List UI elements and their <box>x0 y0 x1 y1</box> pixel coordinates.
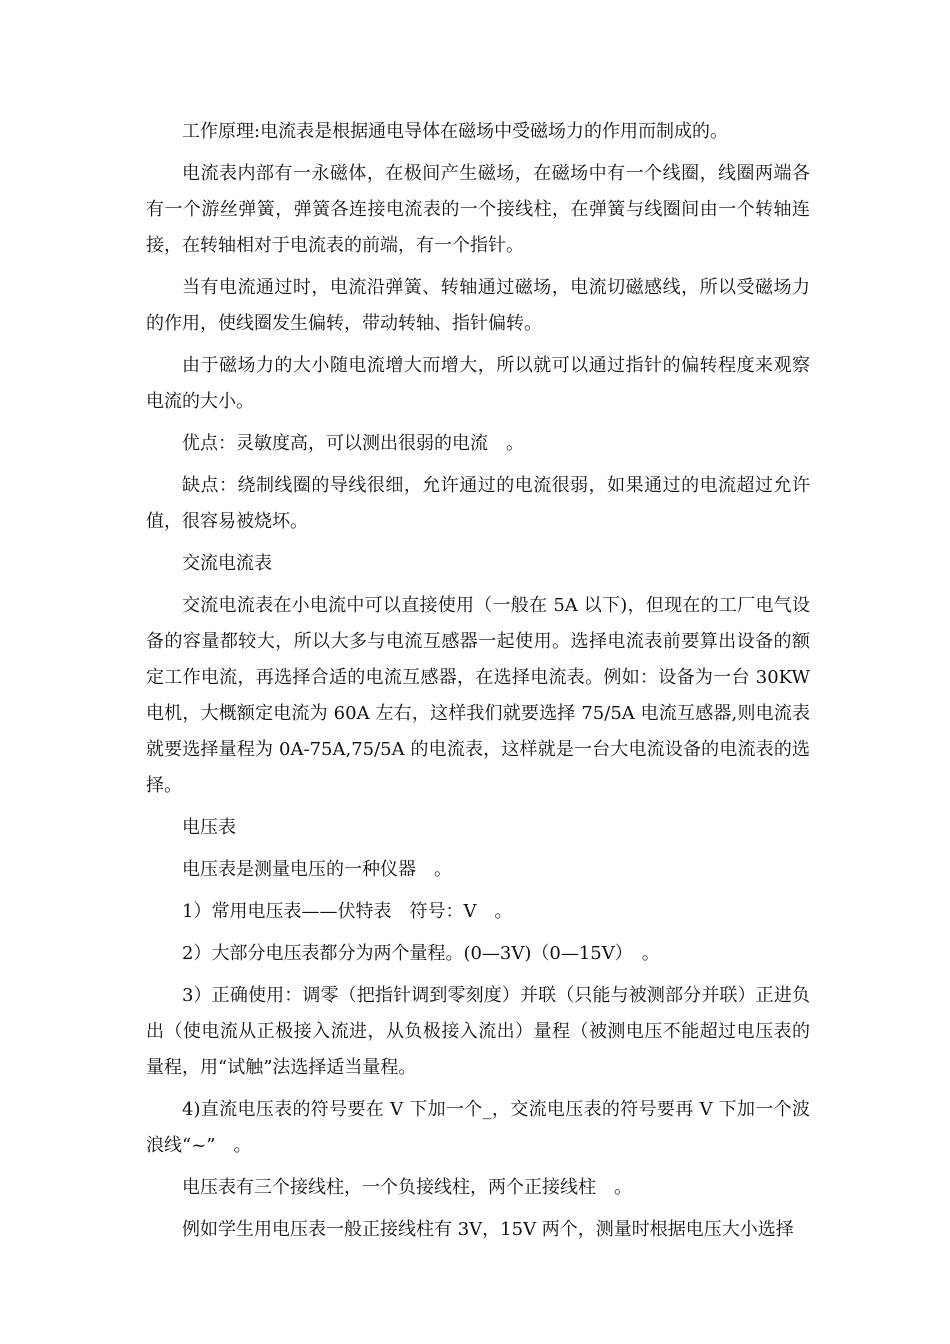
paragraph-ac-ammeter: 交流电流表在小电流中可以直接使用（一般在 5A 以下)，但现在的工厂电气设备的容量都较大，所以大多与电流互感器一起使用。选择电流表前要算出设备的额定工作电流，再选择合适的电流互感器，在选择电流表。例如：设备为一台 30KW 电机，大概额定电流为 60A 左右，这样我们就要选择 75/5A 电流互感器,则电流表就要选择量程为 0A-75A,75/5A 的电流表，这样就是一台大电流设备的电流表的选择。 <box>146 595 810 796</box>
paragraph-ammeter-structure: 电流表内部有一永磁体，在极间产生磁场，在磁场中有一个线圈，线圈两端各有一个游丝弹簧，弹簧各连接电流表的一个接线柱，在弹簧与线圈间由一个转轴连接，在转轴相对于电流表的前端，有一个指针。 <box>146 163 810 256</box>
paragraph-deflection: 由于磁场力的大小随电流增大而增大，所以就可以通过指针的偏转程度来观察电流的大小。 <box>146 355 810 412</box>
paragraph-current-flow: 当有电流通过时，电流沿弹簧、转轴通过磁场，电流切磁感线，所以受磁场力的作用，使线圈发生偏转，带动转轴、指针偏转。 <box>146 277 810 334</box>
list-item-4: 4)直流电压表的符号要在 V 下加一个_，交流电压表的符号要再 V 下加一个波浪线“~” 。 <box>146 1099 810 1156</box>
list-item-3: 3）正确使用：调零（把指针调到零刻度）并联（只能与被测部分并联）正进负出（使电流从正极接入流进，从负极接入流出）量程（被测电压不能超过电压表的量程，用“试触”法选择适当量程。 <box>146 985 810 1078</box>
document-body <box>146 114 810 1254</box>
paragraph-terminals: 电压表有三个接线柱，一个负接线柱，两个正接线柱 。 <box>182 1177 632 1198</box>
paragraph-voltmeter-definition: 电压表是测量电压的一种仪器 。 <box>182 859 452 880</box>
paragraph-working-principle: 工作原理:电流表是根据通电导体在磁场中受磁场力的作用而制成的。 <box>182 121 729 142</box>
heading-ac-ammeter: 交流电流表 <box>182 553 272 574</box>
paragraph-disadvantages: 缺点：绕制线圈的导线很细，允许通过的电流很弱，如果通过的电流超过允许值，很容易被烧坏。 <box>146 475 810 532</box>
paragraph-student-voltmeter: 例如学生用电压表一般正接线柱有 3V，15V 两个，测量时根据电压大小选择 <box>182 1219 794 1240</box>
list-item-2: 2）大部分电压表都分为两个量程。(0—3V)（0—15V） 。 <box>182 943 660 964</box>
list-item-1: 1）常用电压表——伏特表 符号：V 。 <box>182 901 513 922</box>
heading-voltmeter: 电压表 <box>182 817 236 838</box>
paragraph-advantages: 优点：灵敏度高，可以测出很弱的电流 。 <box>182 433 524 454</box>
